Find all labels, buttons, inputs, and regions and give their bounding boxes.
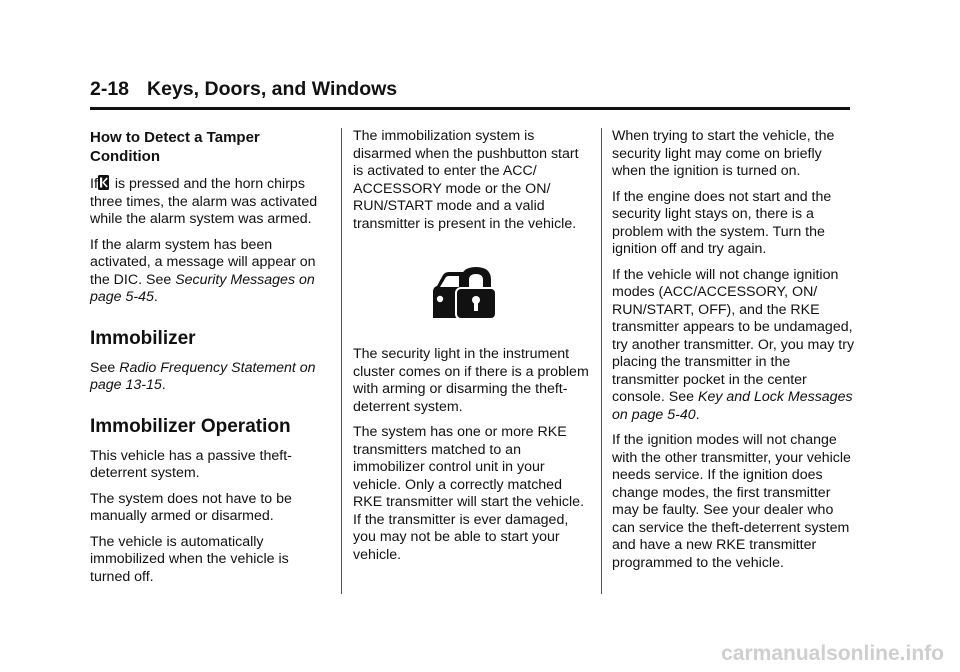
section-title: Keys, Doors, and Windows [147,78,398,100]
header-text [90,80,850,100]
immobilizer-see [90,360,326,395]
page-number: 2-18 [90,78,130,100]
column-1 [90,128,326,594]
header-rule [90,107,850,110]
col2-paragraph-1: The immobilization system is disarmed when the pushbutton start is activated to enter the ACC/ ACCESSORY mode or the ON/ RUN/START mode and a valid transmitter is present in the vehicle. [353,128,579,232]
immobilizer-heading: Immobilizer [90,327,196,349]
tamper-p1-rest: is pressed and the horn chirps three times, the alarm was activated while the alarm system was armed. [90,176,318,227]
tamper-paragraph-1 [90,175,326,229]
column-3 [612,128,858,580]
col3-paragraph-2: If the engine does not start and the security light stays on, there is a problem with the system. Turn the ignition off and try again. [612,188,832,257]
key-lock-messages-link[interactable]: Key and Lock Messages on page 5-40 [612,389,853,423]
radio-frequency-link[interactable]: Radio Frequency Statement on page 13-15 [90,359,316,393]
tamper-heading: How to Detect a Tamper Condition [90,129,260,165]
col2-paragraph-2: The security light in the instrument cluster comes on if there is a problem with arming or disarming the theft-deterrent system. [353,346,589,415]
tamper-p2-end: . [153,289,158,305]
col3-p3-text: If the vehicle will not change ignition modes (ACC/ACCESSORY, ON/ RUN/START, OFF), and the RKE transmitter appears to be undamaged, try another transmitter. Or, you may try placing the transmitter in the transmitter pocket in the center console. See [612,266,855,405]
key-fob-icon [98,175,109,190]
op-paragraph-1: This vehicle has a passive theft-deterrent system. [90,447,292,481]
watermark: carmanualsonline.info [721,642,944,665]
imm-end: . [161,377,166,393]
col2-paragraph-3: The system has one or more RKE transmitters matched to an immobilizer control unit in your vehicle. Only a correctly matched RKE transmitter will start the vehicle. If the transmitter is ever damaged, you may not be able to start your vehicle. [353,424,585,563]
column-divider-2 [601,128,602,594]
column-divider-1 [341,128,342,594]
security-lock-car-icon [431,265,497,319]
op-paragraph-2: The system does not have to be manually armed or disarmed. [90,490,292,524]
page-header [90,80,850,110]
imm-see-text: See [90,359,116,376]
col3-paragraph-1: When trying to start the vehicle, the security light may come on briefly when the ignition is turned on. [612,128,835,179]
col3-paragraph-3 [612,267,858,425]
col3-paragraph-4: If the ignition modes will not change with the other transmitter, your vehicle needs service. If the ignition does change modes, the first transmitter may be faulty. See your dealer who can service the theft-deterrent system and have a new RKE transmitter programmed to the vehicle. [612,432,851,571]
security-messages-link[interactable]: Security Messages on page 5-45 [90,271,315,305]
tamper-p1-prefix: If [90,176,98,192]
tamper-paragraph-2 [90,237,326,307]
col3-p3-end: . [695,406,700,423]
immobilizer-operation-heading: Immobilizer Operation [90,415,291,437]
tamper-p2-text: If the alarm system has been activated, a message will appear on the DIC. See [90,236,316,288]
column-2 [353,128,589,572]
op-paragraph-3: The vehicle is automatically immobilized when the vehicle is turned off. [90,533,289,585]
